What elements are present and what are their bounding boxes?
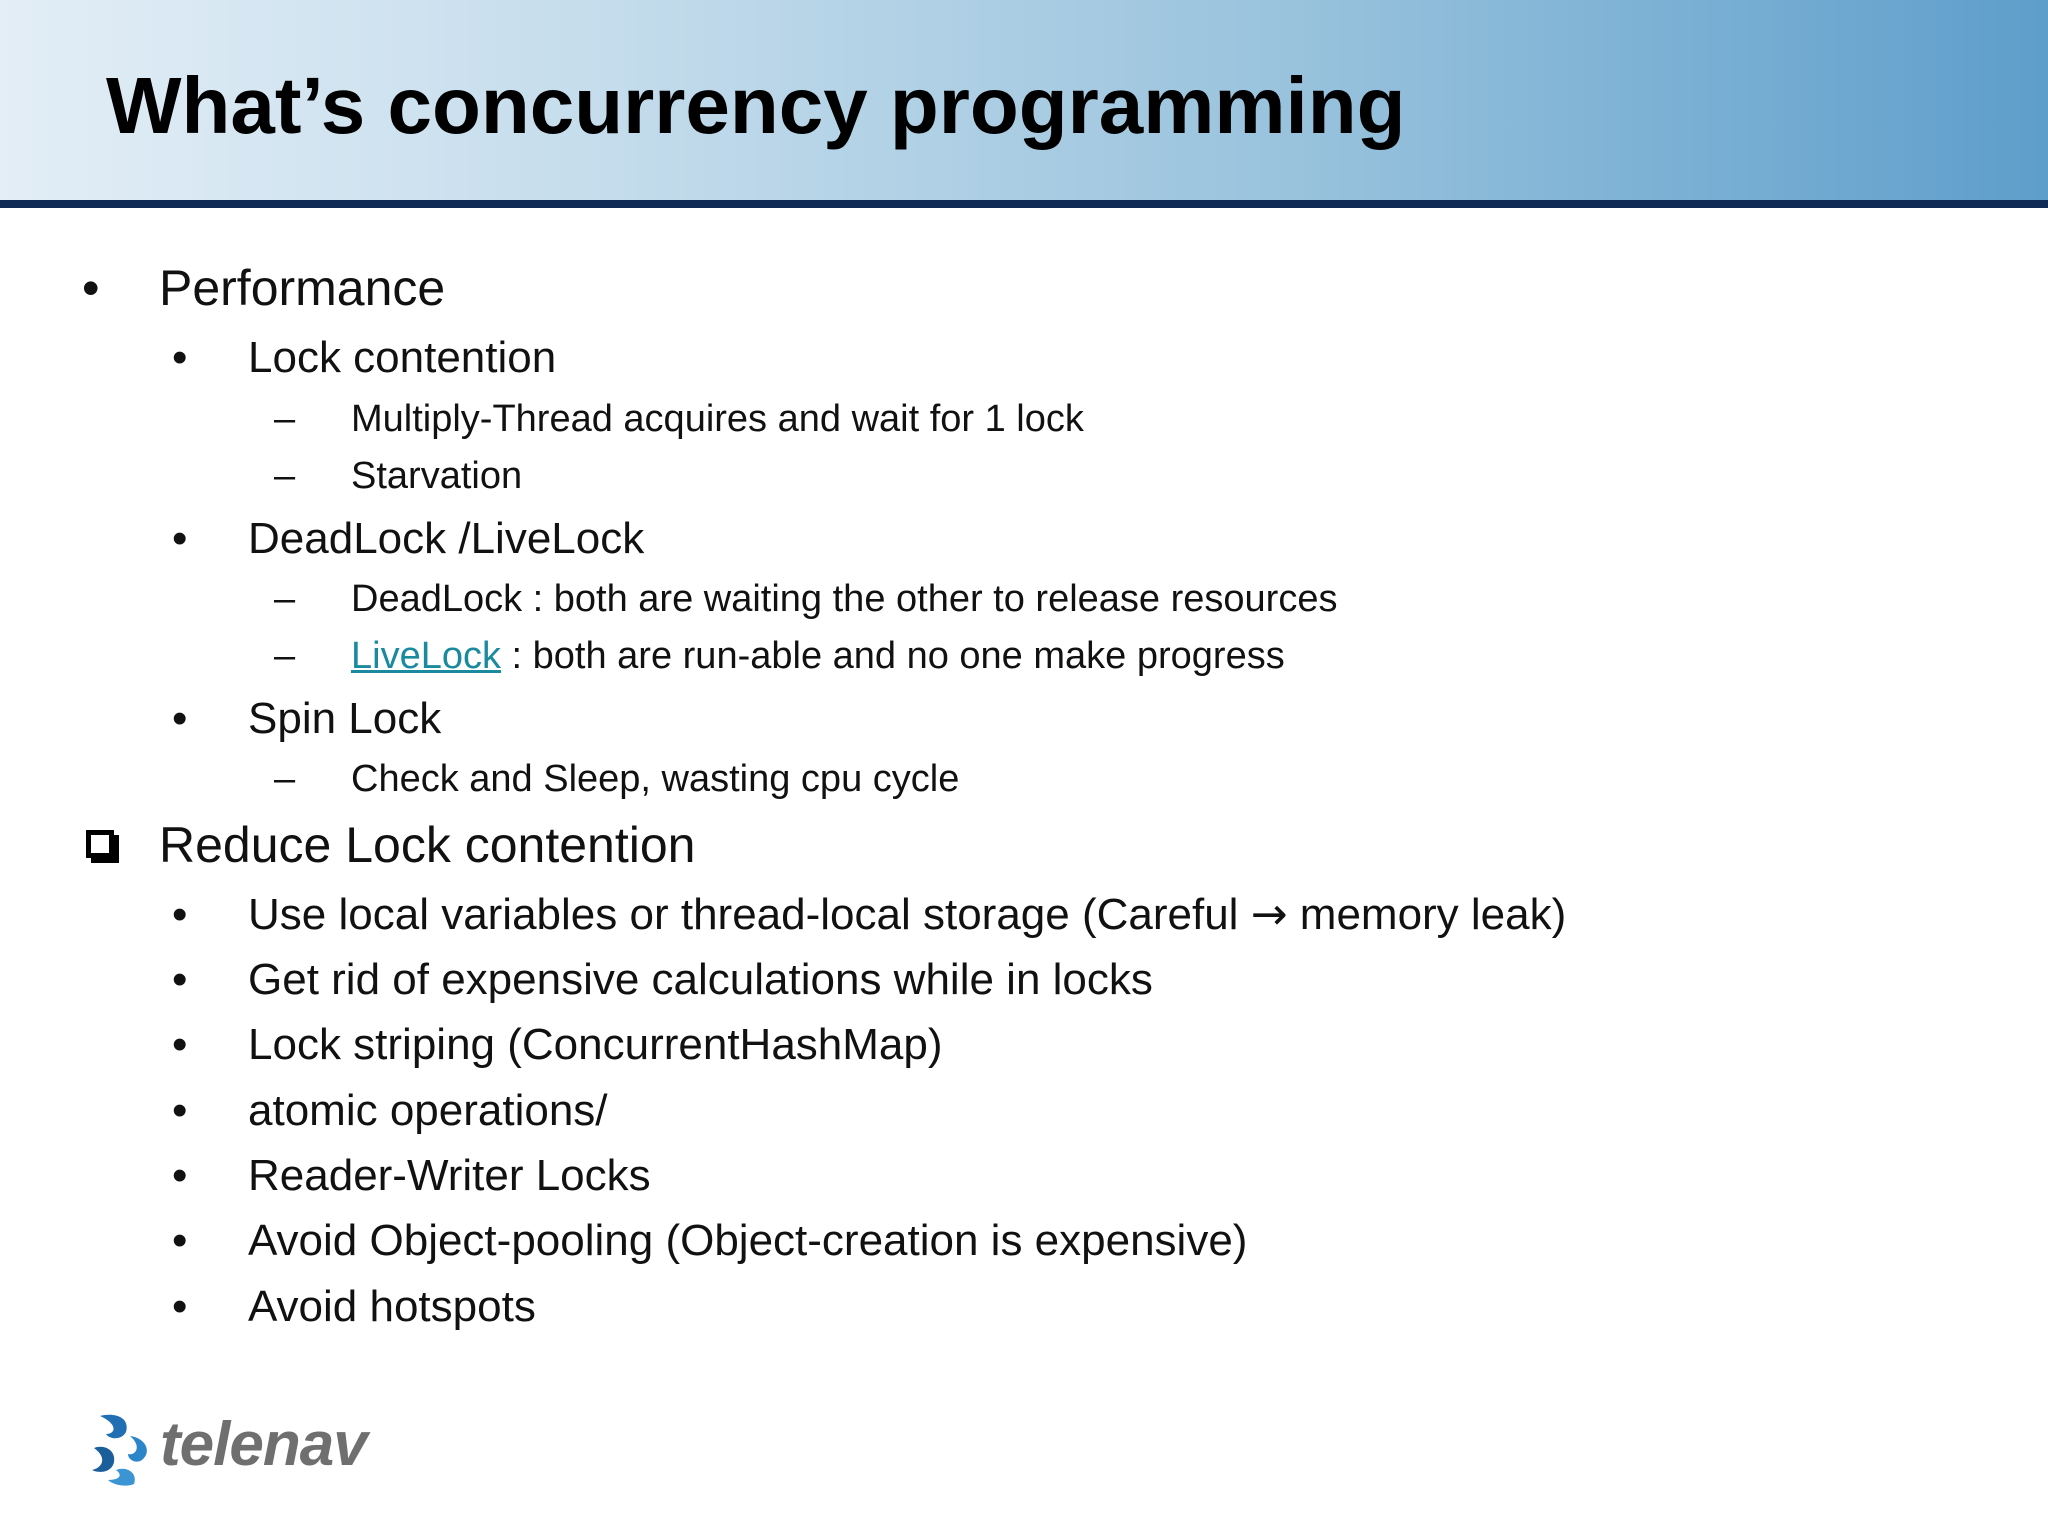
list-item: atomic operations/ <box>248 1086 608 1135</box>
list-item: Avoid hotspots <box>248 1282 536 1331</box>
list-item: Get rid of expensive calculations while in locks <box>248 955 1153 1004</box>
list-item: Starvation <box>351 455 523 497</box>
right-arrow-icon: → <box>1250 889 1288 940</box>
telenav-logo-mark-icon <box>86 1410 156 1490</box>
list-item: Lock striping (ConcurrentHashMap) <box>248 1020 943 1069</box>
spin-lock-item: Spin Lock <box>248 694 442 743</box>
dash-icon: – <box>274 455 296 497</box>
performance-heading: Performance <box>159 260 446 316</box>
bullet-icon: • <box>172 1086 188 1135</box>
bullet-icon: • <box>172 890 188 939</box>
deadlock-livelock-item: DeadLock /LiveLock <box>248 514 645 563</box>
list-item: Check and Sleep, wasting cpu cycle <box>351 758 960 800</box>
dash-icon: – <box>274 758 296 800</box>
bullet-icon: • <box>172 694 188 743</box>
bullet-icon: • <box>172 514 188 563</box>
checkbox-square-icon <box>86 830 114 858</box>
list-item-text: Use local variables or thread-local storage (Careful <box>248 890 1251 939</box>
telenav-logo-text: telenav <box>160 1410 367 1479</box>
dash-icon: – <box>274 398 296 440</box>
dash-icon: – <box>274 578 296 620</box>
list-item: Avoid Object-pooling (Object-creation is expensive) <box>248 1216 1248 1265</box>
list-item <box>351 637 1285 675</box>
dash-icon: – <box>274 635 296 677</box>
bullet-icon: • <box>82 260 100 316</box>
lock-contention-item: Lock contention <box>248 333 557 382</box>
slide-title: What’s concurrency programming <box>106 61 1406 150</box>
bullet-icon: • <box>172 1020 188 1069</box>
bullet-icon: • <box>172 1282 188 1331</box>
bullet-icon: • <box>172 1151 188 1200</box>
list-item-text: memory leak) <box>1287 890 1567 939</box>
list-item <box>248 889 1567 940</box>
livelock-description: : both are run-able and no one make progress <box>500 635 1285 677</box>
bullet-icon: • <box>172 955 188 1004</box>
reduce-lock-contention-heading: Reduce Lock contention <box>159 817 696 873</box>
title-underline <box>0 200 2048 208</box>
livelock-link[interactable]: LiveLock <box>351 635 501 677</box>
list-item: DeadLock : both are waiting the other to release resources <box>351 578 1338 620</box>
telenav-logo <box>86 1410 386 1490</box>
bullet-icon: • <box>172 1216 188 1265</box>
list-item: Reader-Writer Locks <box>248 1151 651 1200</box>
list-item: Multiply-Thread acquires and wait for 1 lock <box>351 398 1084 440</box>
bullet-icon: • <box>172 333 188 382</box>
